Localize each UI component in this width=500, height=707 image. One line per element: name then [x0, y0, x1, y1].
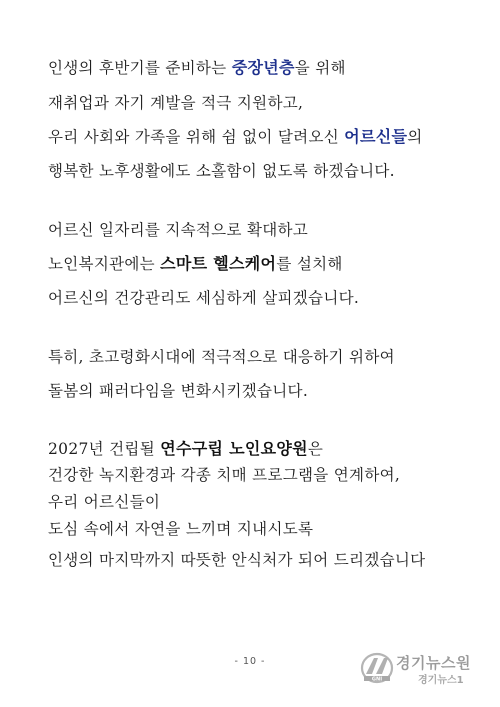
paragraph4-line5: 인생의 마지막까지 따뜻한 안식처가 되어 드리겠습니다: [48, 551, 426, 569]
paragraph2-line2: [48, 254, 343, 274]
svg-text:GNI: GNI: [371, 676, 383, 683]
highlight-smart-healthcare: 스마트 헬스케어: [160, 254, 277, 273]
watermark-subtitle: 경기뉴스1: [418, 675, 464, 686]
line-text: 의: [407, 128, 423, 146]
gnews-logo-icon: [360, 652, 396, 688]
line-text: 인생의 후반기를 준비하는: [48, 59, 232, 77]
watermark-title: 경기뉴스원: [396, 654, 471, 672]
highlight-nursing-home: 연수구립 노인요양원: [160, 439, 308, 458]
paragraph3-line1: 특히, 초고령화시대에 적극적으로 대응하기 위하여: [48, 348, 395, 366]
page-number: - 10 -: [234, 656, 266, 667]
paragraph4-line3: 우리 어르신들이: [48, 493, 161, 511]
paragraph1-line3: [48, 127, 423, 147]
paragraph4-line2: 건강한 녹지환경과 각종 치매 프로그램을 연계하여,: [48, 466, 401, 484]
highlight-seniors: 어르신들: [344, 127, 408, 146]
paragraph2-line1: 어르신 일자리를 지속적으로 확대하고: [48, 221, 309, 239]
paragraph1-line4: 행복한 노후생활에도 소홀함이 없도록 하겠습니다.: [48, 162, 395, 180]
line-text: 은: [307, 440, 324, 458]
paragraph2-line3: 어르신의 건강관리도 세심하게 살피겠습니다.: [48, 289, 360, 307]
line-text: 을 위해: [294, 59, 346, 77]
paragraph4-line4: 도심 속에서 자연을 느끼며 지내시도록: [48, 520, 314, 538]
paragraph3-line2: 돌봄의 패러다임을 변화시키겠습니다.: [48, 382, 309, 400]
paragraph1-line2: 재취업과 자기 계발을 적극 지원하고,: [48, 94, 304, 112]
highlight-middle-aged: 중장년층: [231, 58, 295, 77]
line-text: 를 설치해: [276, 255, 343, 273]
watermark: [360, 649, 496, 689]
paragraph1-line1: [48, 58, 346, 78]
paragraph4-line1: [48, 439, 323, 459]
line-text: 2027년 건립될: [48, 440, 161, 458]
line-text: 노인복지관에는: [48, 255, 161, 273]
line-text: 우리 사회와 가족을 위해 쉼 없이 달려오신: [48, 128, 345, 146]
